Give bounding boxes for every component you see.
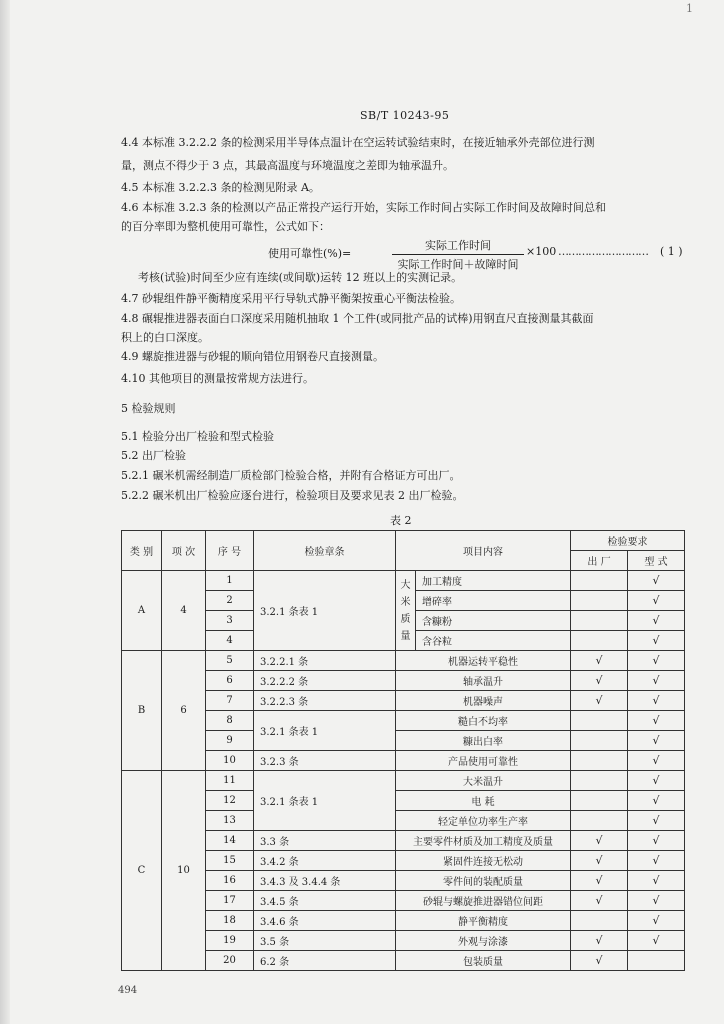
factory-check-cell bbox=[571, 571, 628, 591]
type-check-mark: √ bbox=[628, 611, 685, 631]
paragraph-5-2: 5.2 出厂检验 bbox=[121, 449, 186, 462]
factory-check-mark: √ bbox=[571, 651, 628, 671]
seq-cell: 2 bbox=[206, 591, 254, 611]
category-cell: A bbox=[122, 571, 162, 651]
content-cell: 糠出白率 bbox=[396, 731, 571, 751]
seq-cell: 19 bbox=[206, 931, 254, 951]
factory-check-mark: √ bbox=[571, 851, 628, 871]
content-cell: 主要零件材质及加工精度及质量 bbox=[396, 831, 571, 851]
paragraph-4-4: 4.4 本标准 3.2.2.2 条的检测采用半导体点温计在空运转试验结束时，在接近轴承外壳部位进行测 bbox=[121, 136, 595, 149]
table-header-row bbox=[122, 531, 685, 551]
paragraph-4-5: 4.5 本标准 3.2.2.3 条的检测见附录 A。 bbox=[121, 181, 320, 194]
table-row bbox=[122, 571, 685, 591]
rice-quality-group-label: 大米质量 bbox=[396, 571, 416, 651]
type-check-mark: √ bbox=[628, 791, 685, 811]
reliability-formula bbox=[268, 237, 688, 271]
table-row bbox=[122, 851, 685, 871]
seq-cell: 3 bbox=[206, 611, 254, 631]
paragraph-4-6-cont: 的百分率即为整机使用可靠性，公式如下： bbox=[121, 220, 330, 233]
clause-cell: 3.2.2.3 条 bbox=[254, 691, 396, 711]
clause-cell: 3.4.6 条 bbox=[254, 911, 396, 931]
paragraph-4-9: 4.9 螺旋推进器与砂辊的顺向错位用钢卷尺直接测量。 bbox=[121, 350, 384, 363]
table-row bbox=[122, 891, 685, 911]
type-check-cell bbox=[628, 951, 685, 971]
clause-cell: 3.4.2 条 bbox=[254, 851, 396, 871]
factory-check-mark: √ bbox=[571, 931, 628, 951]
content-cell: 紧固件连接无松动 bbox=[396, 851, 571, 871]
content-cell: 电 耗 bbox=[396, 791, 571, 811]
formula-rhs: ×100 bbox=[526, 245, 557, 258]
seq-cell: 11 bbox=[206, 771, 254, 791]
header-count: 项 次 bbox=[162, 531, 206, 571]
formula-lhs: 使用可靠性(%)= bbox=[268, 247, 352, 260]
clause-cell: 3.3 条 bbox=[254, 831, 396, 851]
table-row bbox=[122, 711, 685, 731]
factory-check-mark: √ bbox=[571, 831, 628, 851]
type-check-mark: √ bbox=[628, 911, 685, 931]
content-cell: 轴承温升 bbox=[396, 671, 571, 691]
factory-check-cell bbox=[571, 611, 628, 631]
formula-denominator: 实际工作时间＋故障时间 bbox=[397, 258, 519, 271]
clause-cell: 3.4.3 及 3.4.4 条 bbox=[254, 871, 396, 891]
seq-cell: 20 bbox=[206, 951, 254, 971]
page-number: 494 bbox=[118, 985, 138, 996]
header-content: 项目内容 bbox=[396, 531, 571, 571]
paragraph-4-8: 4.8 碾辊推进器表面白口深度采用随机抽取 1 个工件(或同批产品的试棒)用钢直尺直接测量其截面 bbox=[121, 312, 594, 325]
category-cell: C bbox=[122, 771, 162, 971]
clause-cell: 3.2.1 条表 1 bbox=[254, 711, 396, 751]
header-seq: 序 号 bbox=[206, 531, 254, 571]
factory-check-cell bbox=[571, 811, 628, 831]
table-row bbox=[122, 831, 685, 851]
seq-cell: 1 bbox=[206, 571, 254, 591]
content-cell: 零件间的装配质量 bbox=[396, 871, 571, 891]
content-cell: 包装质量 bbox=[396, 951, 571, 971]
section-5-title: 5 检验规则 bbox=[121, 402, 176, 415]
factory-check-cell bbox=[571, 771, 628, 791]
type-check-mark: √ bbox=[628, 891, 685, 911]
paragraph-4-8-cont: 积上的白口深度。 bbox=[121, 331, 209, 344]
inspection-table bbox=[121, 530, 685, 971]
table-row bbox=[122, 871, 685, 891]
clause-cell: 3.2.1 条表 1 bbox=[254, 571, 396, 651]
header-factory: 出 厂 bbox=[571, 551, 628, 571]
seq-cell: 14 bbox=[206, 831, 254, 851]
seq-cell: 18 bbox=[206, 911, 254, 931]
seq-cell: 8 bbox=[206, 711, 254, 731]
table-row bbox=[122, 671, 685, 691]
table-row bbox=[122, 751, 685, 771]
test-duration-note: 考核(试验)时间至少应有连续(或间歇)运转 12 班以上的实测记录。 bbox=[138, 271, 463, 284]
factory-check-cell bbox=[571, 751, 628, 771]
header-clause: 检验章条 bbox=[254, 531, 396, 571]
seq-cell: 15 bbox=[206, 851, 254, 871]
formula-fraction bbox=[392, 237, 524, 272]
type-check-mark: √ bbox=[628, 691, 685, 711]
type-check-mark: √ bbox=[628, 571, 685, 591]
item-count-cell: 6 bbox=[162, 651, 206, 771]
type-check-mark: √ bbox=[628, 731, 685, 751]
seq-cell: 16 bbox=[206, 871, 254, 891]
header-type: 型 式 bbox=[628, 551, 685, 571]
corner-mark: 1 bbox=[686, 2, 693, 15]
type-check-mark: √ bbox=[628, 651, 685, 671]
paragraph-4-10: 4.10 其他项目的测量按常规方法进行。 bbox=[121, 372, 314, 385]
type-check-mark: √ bbox=[628, 631, 685, 651]
paragraph-4-7: 4.7 砂辊组件静平衡精度采用平行导轨式静平衡架按重心平衡法检验。 bbox=[121, 292, 461, 305]
factory-check-mark: √ bbox=[571, 671, 628, 691]
table-row bbox=[122, 771, 685, 791]
table-row bbox=[122, 691, 685, 711]
table-row bbox=[122, 931, 685, 951]
seq-cell: 9 bbox=[206, 731, 254, 751]
type-check-mark: √ bbox=[628, 591, 685, 611]
seq-cell: 17 bbox=[206, 891, 254, 911]
seq-cell: 10 bbox=[206, 751, 254, 771]
scan-edge-shadow bbox=[0, 0, 10, 1024]
content-cell: 加工精度 bbox=[416, 571, 571, 591]
factory-check-cell bbox=[571, 591, 628, 611]
factory-check-cell bbox=[571, 631, 628, 651]
formula-number: ( 1 ) bbox=[660, 245, 683, 258]
formula-numerator: 实际工作时间 bbox=[392, 237, 524, 255]
table-row bbox=[122, 791, 685, 811]
type-check-mark: √ bbox=[628, 871, 685, 891]
type-check-mark: √ bbox=[628, 751, 685, 771]
type-check-mark: √ bbox=[628, 931, 685, 951]
content-cell: 静平衡精度 bbox=[396, 911, 571, 931]
table-row bbox=[122, 811, 685, 831]
category-cell: B bbox=[122, 651, 162, 771]
seq-cell: 4 bbox=[206, 631, 254, 651]
table-row bbox=[122, 911, 685, 931]
clause-cell: 3.4.5 条 bbox=[254, 891, 396, 911]
paragraph-5-2-2: 5.2.2 碾米机出厂检验应逐台进行，检验项目及要求见表 2 出厂检验。 bbox=[121, 489, 464, 502]
seq-cell: 6 bbox=[206, 671, 254, 691]
content-cell: 产品使用可靠性 bbox=[396, 751, 571, 771]
content-cell: 外观与涂漆 bbox=[396, 931, 571, 951]
clause-cell: 3.2.1 条表 1 bbox=[254, 771, 396, 831]
clause-cell: 3.5 条 bbox=[254, 931, 396, 951]
factory-check-mark: √ bbox=[571, 891, 628, 911]
seq-cell: 12 bbox=[206, 791, 254, 811]
type-check-mark: √ bbox=[628, 851, 685, 871]
content-cell: 含糠粉 bbox=[416, 611, 571, 631]
content-cell: 轻定单位功率生产率 bbox=[396, 811, 571, 831]
clause-cell: 3.2.3 条 bbox=[254, 751, 396, 771]
standard-header: SB/T 10243-95 bbox=[360, 109, 450, 122]
content-cell: 机器运转平稳性 bbox=[396, 651, 571, 671]
paragraph-5-1: 5.1 检验分出厂检验和型式检验 bbox=[121, 430, 274, 443]
item-count-cell: 10 bbox=[162, 771, 206, 971]
factory-check-cell bbox=[571, 711, 628, 731]
type-check-mark: √ bbox=[628, 771, 685, 791]
header-requirement: 检验要求 bbox=[571, 531, 685, 551]
type-check-mark: √ bbox=[628, 671, 685, 691]
content-cell: 机器噪声 bbox=[396, 691, 571, 711]
table-caption: 表 2 bbox=[390, 514, 412, 527]
factory-check-cell bbox=[571, 791, 628, 811]
factory-check-cell bbox=[571, 911, 628, 931]
table-row bbox=[122, 651, 685, 671]
content-cell: 糙白不均率 bbox=[396, 711, 571, 731]
clause-cell: 3.2.2.2 条 bbox=[254, 671, 396, 691]
paragraph-4-6: 4.6 本标准 3.2.3 条的检测以产品正常投产运行开始，实际工作时间占实际工作时间及故障时间总和 bbox=[121, 201, 606, 214]
factory-check-mark: √ bbox=[571, 871, 628, 891]
formula-leader-dots: ……………………… bbox=[558, 245, 648, 258]
seq-cell: 5 bbox=[206, 651, 254, 671]
header-category: 类 别 bbox=[122, 531, 162, 571]
type-check-mark: √ bbox=[628, 711, 685, 731]
type-check-mark: √ bbox=[628, 811, 685, 831]
paragraph-4-4-cont: 量，测点不得少于 3 点，其最高温度与环境温度之差即为轴承温升。 bbox=[121, 159, 454, 172]
clause-cell: 6.2 条 bbox=[254, 951, 396, 971]
factory-check-cell bbox=[571, 731, 628, 751]
factory-check-mark: √ bbox=[571, 951, 628, 971]
clause-cell: 3.2.2.1 条 bbox=[254, 651, 396, 671]
content-cell: 增碎率 bbox=[416, 591, 571, 611]
type-check-mark: √ bbox=[628, 831, 685, 851]
table-row bbox=[122, 731, 685, 751]
table-row bbox=[122, 951, 685, 971]
content-cell: 含谷粒 bbox=[416, 631, 571, 651]
content-cell: 砂辊与螺旋推进器错位间距 bbox=[396, 891, 571, 911]
item-count-cell: 4 bbox=[162, 571, 206, 651]
factory-check-mark: √ bbox=[571, 691, 628, 711]
seq-cell: 7 bbox=[206, 691, 254, 711]
paragraph-5-2-1: 5.2.1 碾米机需经制造厂质检部门检验合格，并附有合格证方可出厂。 bbox=[121, 469, 461, 482]
seq-cell: 13 bbox=[206, 811, 254, 831]
content-cell: 大米温升 bbox=[396, 771, 571, 791]
